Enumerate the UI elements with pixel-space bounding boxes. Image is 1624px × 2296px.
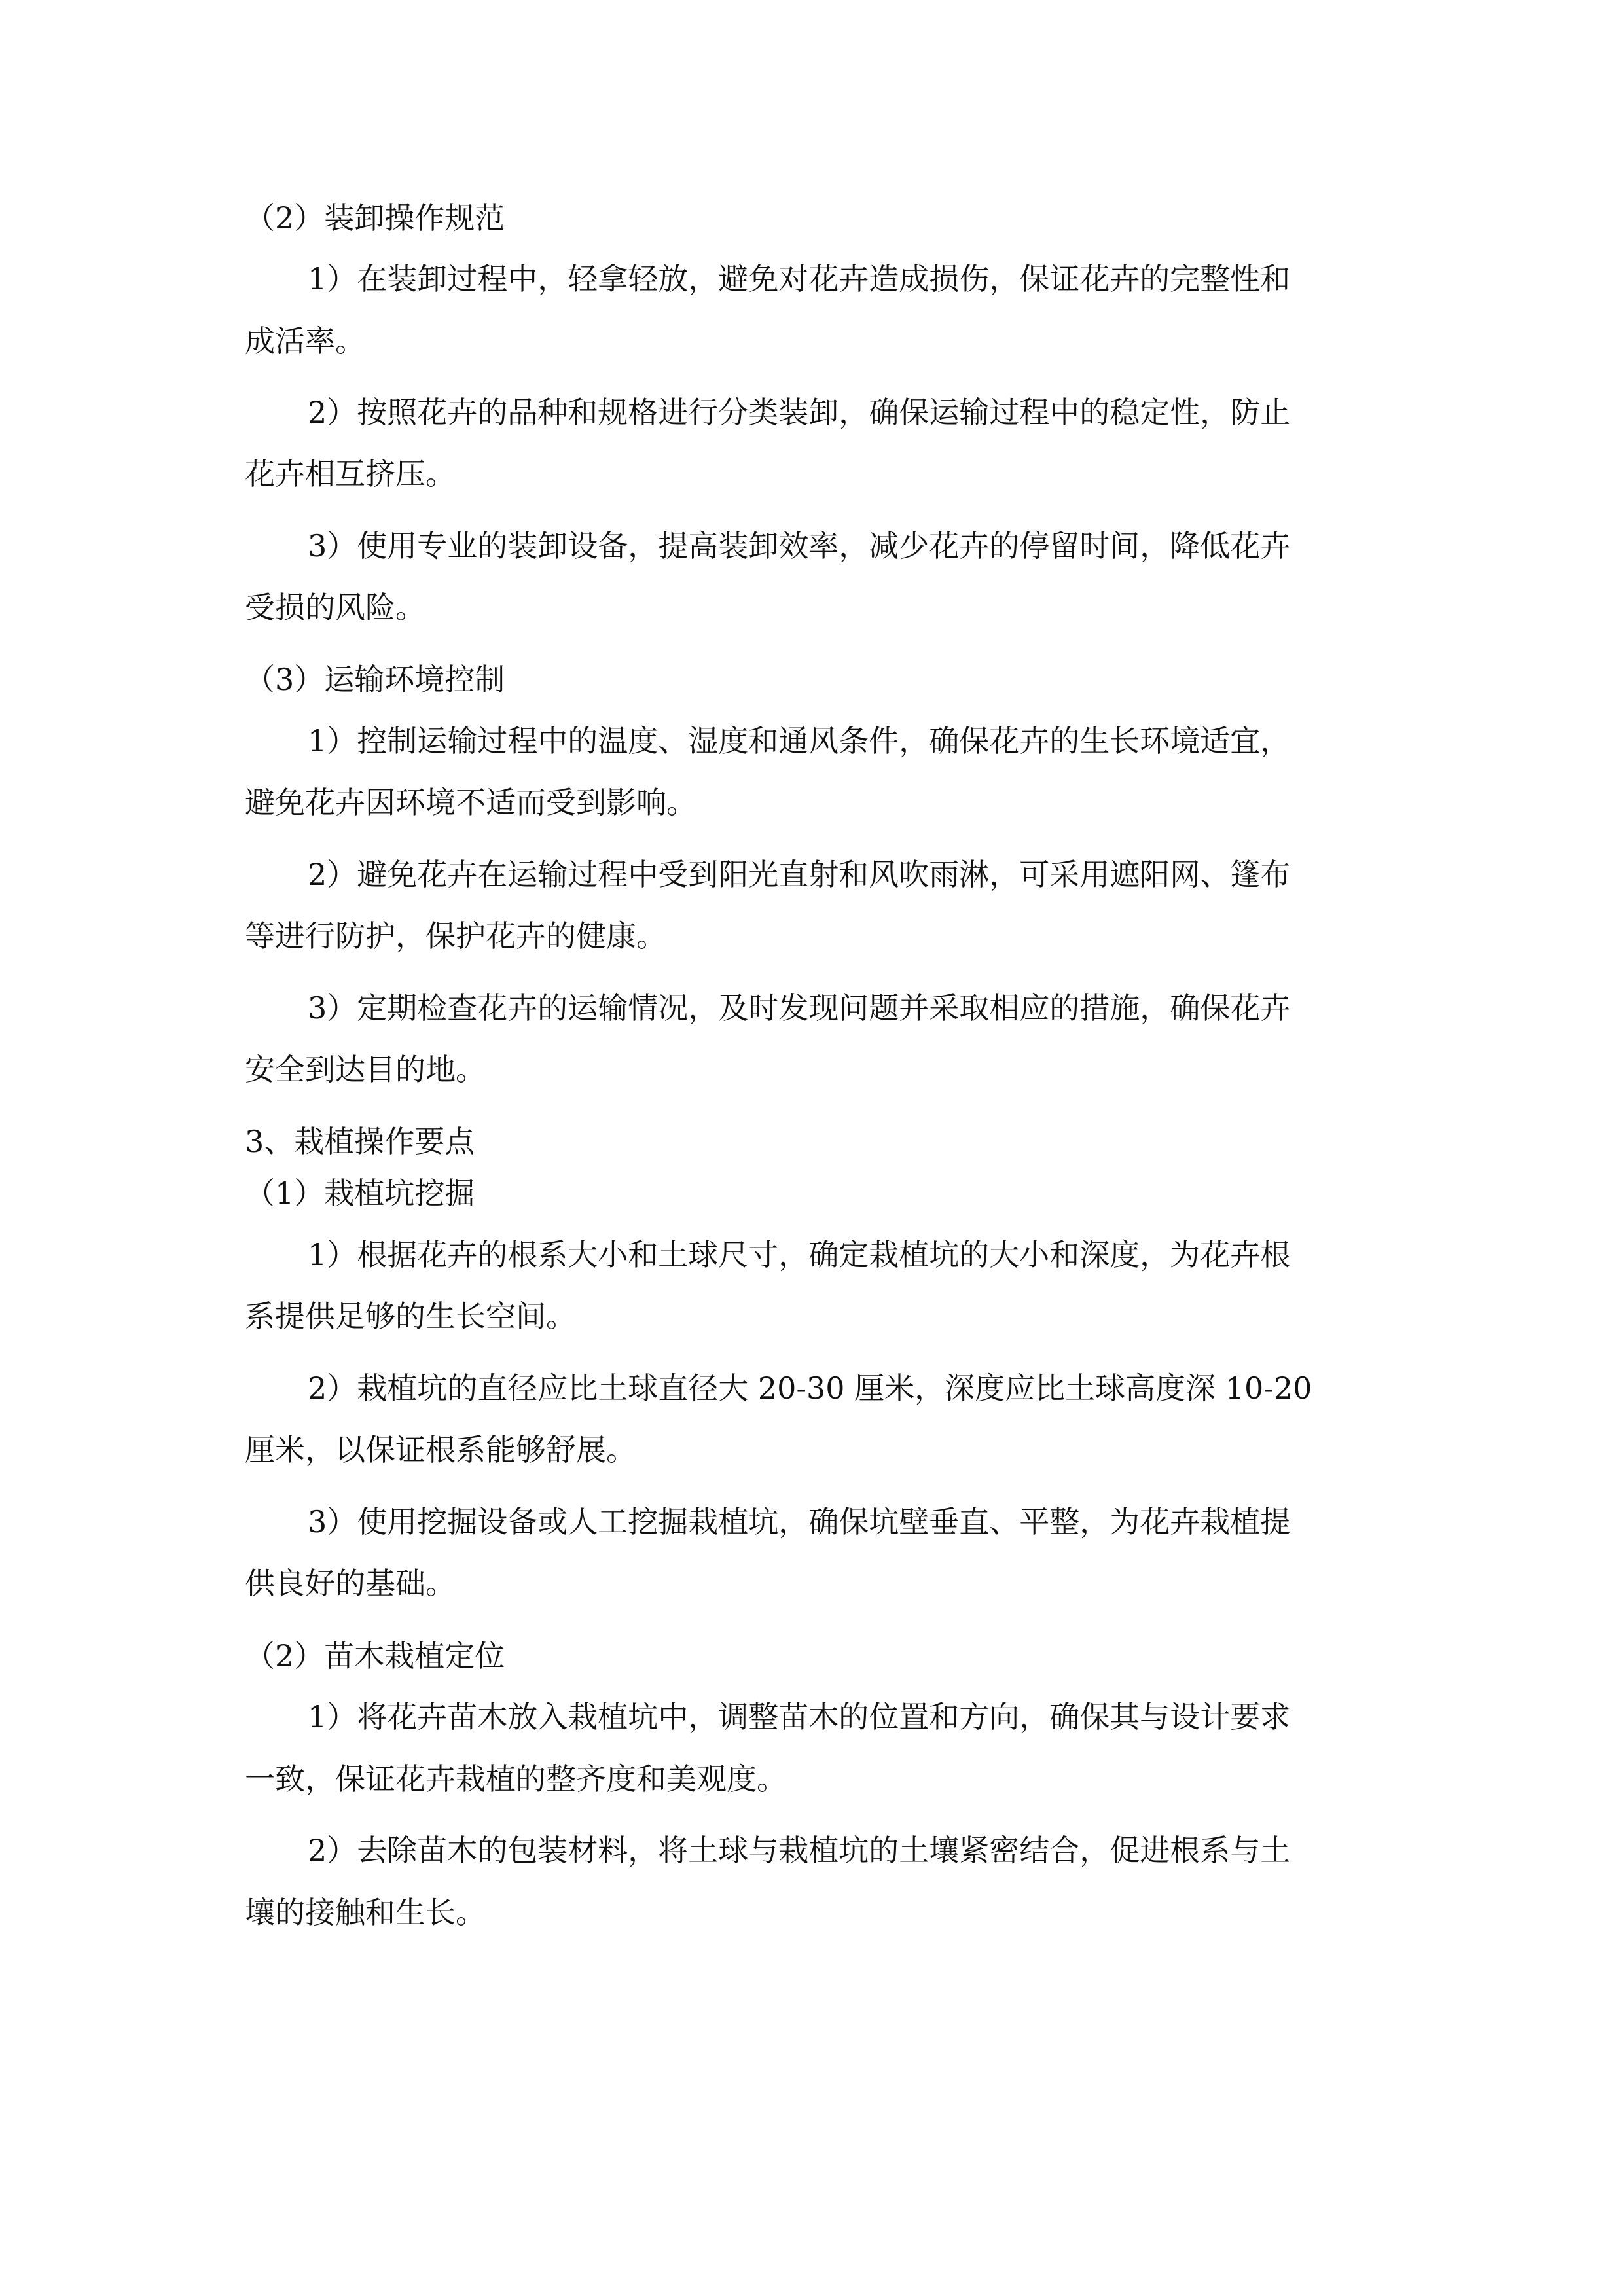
paragraph-line: 成活率。 — [245, 323, 365, 359]
paragraph-line: 1）根据花卉的根系大小和土球尺寸，确定栽植坑的大小和深度，为花卉根 — [308, 1237, 1291, 1272]
paragraph-line: 避免花卉因环境不适而受到影响。 — [245, 785, 696, 820]
paragraph-line: 厘米，以保证根系能够舒展。 — [245, 1432, 636, 1467]
chapter-title: 3、栽植操作要点 — [245, 1124, 475, 1159]
paragraph-line: 3）使用专业的装卸设备，提高装卸效率，减少花卉的停留时间，降低花卉 — [308, 528, 1291, 564]
paragraph-line: 安全到达目的地。 — [245, 1052, 486, 1087]
paragraph-line: 1）将花卉苗木放入栽植坑中，调整苗木的位置和方向，确保其与设计要求 — [308, 1699, 1291, 1734]
paragraph-line: 2）避免花卉在运输过程中受到阳光直射和风吹雨淋，可采用遮阳网、篷布 — [308, 857, 1291, 892]
paragraph-line: 壤的接触和生长。 — [245, 1895, 486, 1930]
paragraph-line: 供良好的基础。 — [245, 1566, 456, 1601]
paragraph-line: 等进行防护，保护花卉的健康。 — [245, 918, 666, 954]
paragraph-line: 3）定期检查花卉的运输情况，及时发现问题并采取相应的措施，确保花卉 — [308, 990, 1291, 1026]
paragraph-line: 系提供足够的生长空间。 — [245, 1299, 576, 1334]
section-heading: （3）运输环境控制 — [245, 662, 505, 697]
paragraph-line: 花卉相互挤压。 — [245, 456, 456, 492]
paragraph-line: 1）在装卸过程中，轻拿轻放，避免对花卉造成损伤，保证花卉的完整性和 — [308, 261, 1291, 296]
paragraph-line: 2）去除苗木的包装材料，将土球与栽植坑的土壤紧密结合，促进根系与土 — [308, 1833, 1291, 1868]
paragraph-line: 2）栽植坑的直径应比土球直径大 20-30 厘米，深度应比土球高度深 10-20 — [308, 1371, 1312, 1406]
section-heading: （2）苗木栽植定位 — [245, 1638, 505, 1674]
section-heading: （1）栽植坑挖掘 — [245, 1175, 475, 1211]
paragraph-line: 3）使用挖掘设备或人工挖掘栽植坑，确保坑壁垂直、平整，为花卉栽植提 — [308, 1504, 1291, 1539]
paragraph-line: 一致，保证花卉栽植的整齐度和美观度。 — [245, 1761, 787, 1797]
section-heading: （2）装卸操作规范 — [245, 200, 505, 236]
paragraph-line: 2）按照花卉的品种和规格进行分类装卸，确保运输过程中的稳定性，防止 — [308, 395, 1291, 430]
paragraph-line: 受损的风险。 — [245, 590, 425, 625]
paragraph-line: 1）控制运输过程中的温度、湿度和通风条件，确保花卉的生长环境适宜， — [308, 723, 1291, 759]
